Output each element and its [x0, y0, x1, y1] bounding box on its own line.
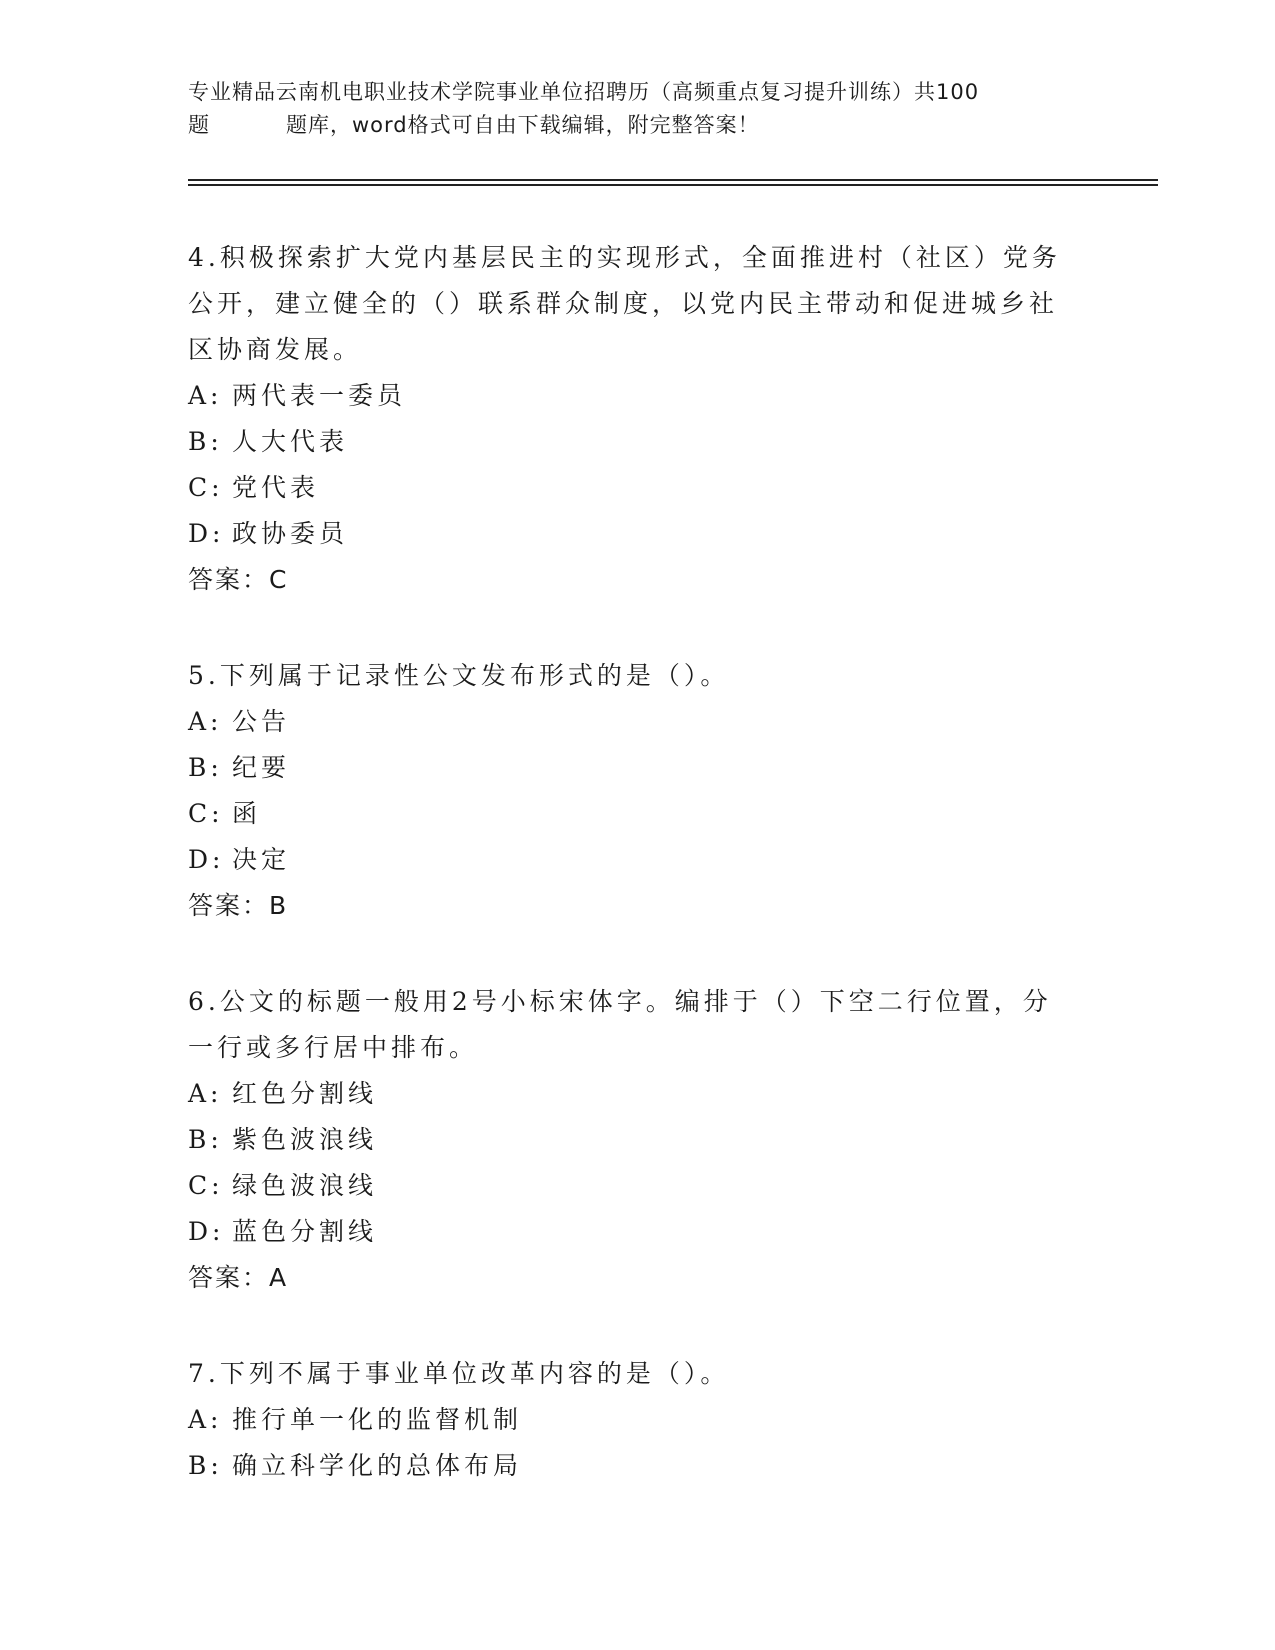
option-b: [188, 745, 1068, 791]
option-text: 推行单一化的监督机制: [232, 1405, 523, 1434]
question-5: [188, 653, 1068, 929]
question-text: 7.下列不属于事业单位改革内容的是（）。: [188, 1359, 730, 1388]
option-text: 纪要: [232, 753, 291, 782]
option-letter: A:: [188, 707, 223, 736]
option-letter: C:: [188, 1171, 224, 1200]
question-6: [188, 979, 1068, 1301]
option-letter: C:: [188, 473, 224, 502]
header-divider-bottom: [188, 184, 1158, 186]
option-c: [188, 1163, 1068, 1209]
question-text: 4.积极探索扩大党内基层民主的实现形式，全面推进村（社区）党务公开，建立健全的（）联系群众制度，以党内民主带动和促进城乡社区协商发展。: [188, 243, 1061, 364]
answer-text: 答案：C: [188, 565, 289, 594]
option-text: 紫色波浪线: [232, 1125, 378, 1154]
option-c: [188, 465, 1068, 511]
option-d: [188, 1209, 1068, 1255]
option-text: 党代表: [232, 473, 320, 502]
option-b: [188, 1443, 1068, 1489]
answer-text: 答案：A: [188, 1263, 289, 1292]
option-text: 人大代表: [232, 427, 349, 456]
option-text: 决定: [232, 845, 291, 874]
option-text: 公告: [232, 707, 291, 736]
option-letter: B:: [188, 427, 223, 456]
document-header: [188, 76, 1088, 142]
option-text: 蓝色分割线: [232, 1217, 378, 1246]
option-d: [188, 511, 1068, 557]
answer-text: 答案：B: [188, 891, 289, 920]
option-letter: B:: [188, 753, 223, 782]
option-letter: D:: [188, 845, 225, 874]
option-text: 函: [232, 799, 262, 828]
option-b: [188, 419, 1068, 465]
option-a: [188, 1071, 1068, 1117]
header-line-2-left: 题: [188, 113, 210, 137]
option-text: 确立科学化的总体布局: [232, 1451, 523, 1480]
header-line-1: 专业精品云南机电职业技术学院事业单位招聘历（高频重点复习提升训练）共100: [188, 80, 980, 104]
option-text: 政协委员: [232, 519, 349, 548]
option-letter: C:: [188, 799, 224, 828]
option-letter: A:: [188, 1405, 223, 1434]
option-letter: A:: [188, 381, 223, 410]
option-c: [188, 791, 1068, 837]
question-list: [188, 235, 1068, 1539]
option-a: [188, 699, 1068, 745]
question-7: [188, 1351, 1068, 1489]
option-letter: D:: [188, 1217, 225, 1246]
option-text: 两代表一委员: [232, 381, 407, 410]
option-text: 红色分割线: [232, 1079, 378, 1108]
header-line-2: [188, 109, 1088, 142]
option-letter: B:: [188, 1451, 223, 1480]
question-text: 6.公文的标题一般用2号小标宋体字。编排于（）下空二行位置，分一行或多行居中排布。: [188, 987, 1052, 1062]
option-text: 绿色波浪线: [232, 1171, 378, 1200]
option-d: [188, 837, 1068, 883]
question-text: 5.下列属于记录性公文发布形式的是（）。: [188, 661, 730, 690]
header-divider-top: [188, 179, 1158, 181]
question-4: [188, 235, 1068, 603]
option-b: [188, 1117, 1068, 1163]
header-line-2-right: 题库，word格式可自由下载编辑，附完整答案！: [286, 113, 760, 137]
option-a: [188, 373, 1068, 419]
option-letter: B:: [188, 1125, 223, 1154]
option-letter: A:: [188, 1079, 223, 1108]
option-letter: D:: [188, 519, 225, 548]
option-a: [188, 1397, 1068, 1443]
